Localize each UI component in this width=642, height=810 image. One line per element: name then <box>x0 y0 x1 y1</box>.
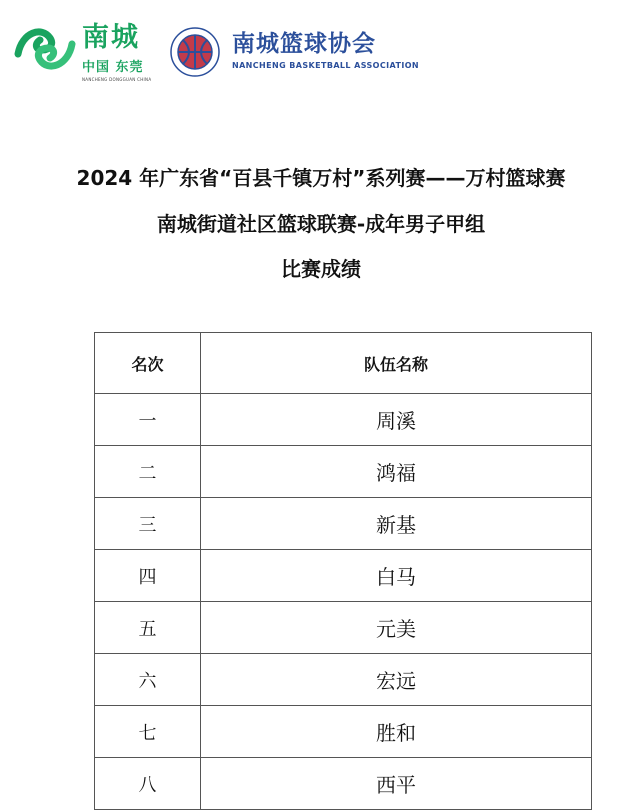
team-cell: 周溪 <box>201 394 592 446</box>
header-rank: 名次 <box>95 333 201 394</box>
team-cell: 白马 <box>201 550 592 602</box>
org-tiny: NANCHENG DONGGUAN CHINA <box>82 77 152 82</box>
header-team: 队伍名称 <box>201 333 592 394</box>
table-row <box>95 706 592 758</box>
title-line-2: 南城街道社区篮球联赛-成年男子甲组 <box>156 212 486 236</box>
rank-cell: 四 <box>95 550 201 602</box>
org-sub: 中国 东莞 <box>82 60 144 75</box>
table-row <box>95 394 592 446</box>
rank-cell: 八 <box>95 758 201 810</box>
team-cell: 宏远 <box>201 654 592 706</box>
team-cell: 新基 <box>201 498 592 550</box>
table-row <box>95 550 592 602</box>
rank-cell: 三 <box>95 498 201 550</box>
table-row <box>95 446 592 498</box>
rank-cell: 六 <box>95 654 201 706</box>
title-line-3: 比赛成绩 <box>281 257 361 281</box>
team-cell: 胜和 <box>201 706 592 758</box>
org-name: 南城 <box>82 22 140 53</box>
team-cell: 西平 <box>201 758 592 810</box>
association-name: 南城篮球协会 <box>232 31 376 57</box>
header <box>0 0 642 110</box>
rank-cell: 二 <box>95 446 201 498</box>
rank-cell: 一 <box>95 394 201 446</box>
table-row <box>95 758 592 810</box>
results-table <box>94 332 592 810</box>
table-row <box>95 498 592 550</box>
rank-cell: 七 <box>95 706 201 758</box>
team-cell: 鸿福 <box>201 446 592 498</box>
basketball-association-badge-icon <box>169 26 221 78</box>
nancheng-logo-icon <box>12 24 78 74</box>
association-wordmark <box>232 30 419 70</box>
title-line-1: 2024 年广东省“百县千镇万村”系列赛——万村篮球赛 <box>76 166 566 190</box>
association-name-en: NANCHENG BASKETBALL ASSOCIATION <box>232 61 420 70</box>
team-cell: 元美 <box>201 602 592 654</box>
table-row <box>95 654 592 706</box>
table-header-row <box>95 333 592 394</box>
nancheng-wordmark <box>82 22 151 82</box>
table-row <box>95 602 592 654</box>
rank-cell: 五 <box>95 602 201 654</box>
